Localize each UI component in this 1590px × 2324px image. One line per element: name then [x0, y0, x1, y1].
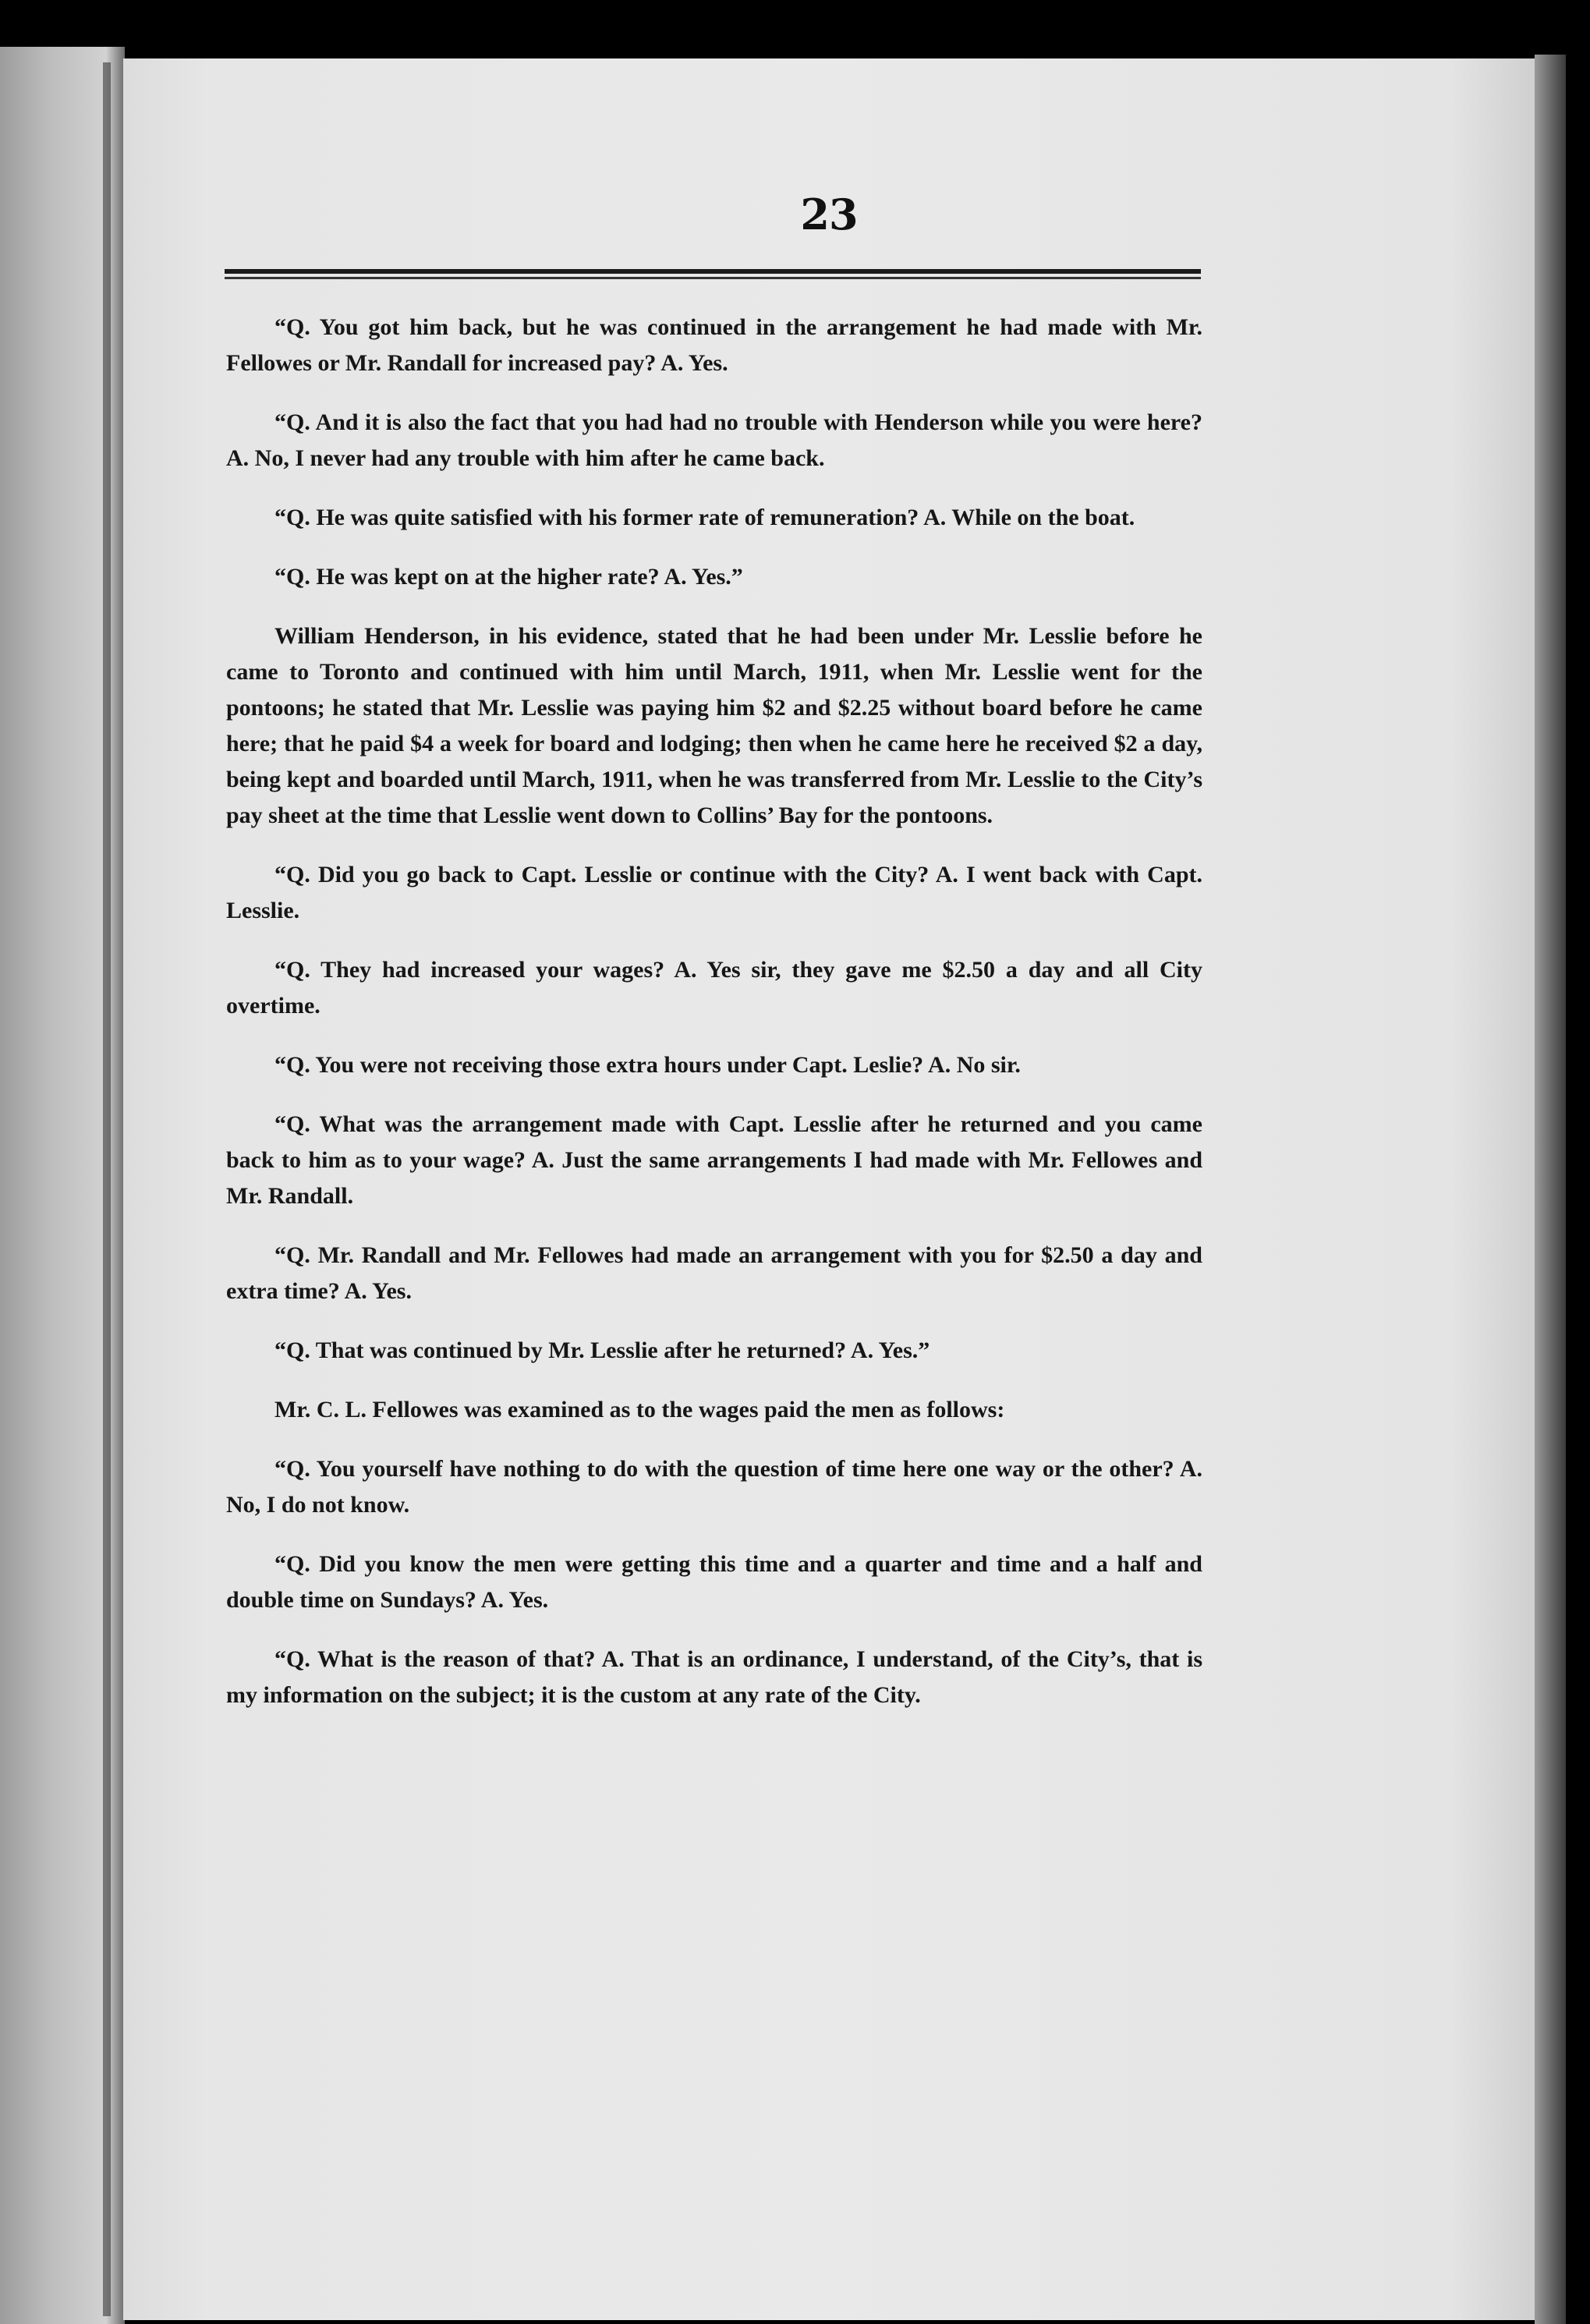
header-rule-thin: [225, 277, 1201, 279]
binding-shadow: [103, 62, 111, 2316]
paragraph: “Q. You yourself have nothing to do with the question of time here one way or the other? A. No, I do not know.: [226, 1456, 1202, 1518]
paragraph: “Q. What was the arrangement made with Capt. Lesslie after he returned and you came back to him as to your wage? A. Just the same arrangements I had made with Mr. Fellowes and Mr. Randall.: [226, 1111, 1202, 1209]
page-number: 23: [800, 190, 858, 239]
paragraph: “Q. Did you go back to Capt. Lesslie or continue with the City? A. I went back with Capt. Lesslie.: [226, 862, 1202, 923]
paragraph: “Q. He was kept on at the higher rate? A. Yes.”: [274, 564, 743, 590]
body-text: [226, 310, 1202, 1737]
paragraph: “Q. Mr. Randall and Mr. Fellowes had made an arrangement with you for $2.50 a day and extra time? A. Yes.: [226, 1242, 1202, 1304]
paragraph: “Q. You were not receiving those extra hours under Capt. Leslie? A. No sir.: [274, 1052, 1021, 1078]
document-page: [123, 58, 1535, 2320]
paragraph: “Q. What is the reason of that? A. That is an ordinance, I understand, of the City’s, that is my information on the subject; it is the custom at any rate of the City.: [226, 1646, 1202, 1708]
paragraph: Mr. C. L. Fellowes was examined as to the wages paid the men as follows:: [274, 1397, 1005, 1422]
paragraph: “Q. And it is also the fact that you had had no trouble with Henderson while you were here? A. No, I never had any trouble with him after he came back.: [226, 409, 1202, 471]
page-edge-shadow: [1535, 55, 1566, 2324]
paragraph: “Q. Did you know the men were getting this time and a quarter and time and a half and double time on Sundays? A. Yes.: [226, 1551, 1202, 1613]
paragraph: “Q. He was quite satisfied with his former rate of remuneration? A. While on the boat.: [274, 505, 1135, 530]
header-rule: [225, 269, 1201, 274]
paragraph: “Q. You got him back, but he was continued in the arrangement he had made with Mr. Fellowes or Mr. Randall for increased pay? A. Yes.: [226, 314, 1202, 376]
paragraph: William Henderson, in his evidence, stated that he had been under Mr. Lesslie before he came to Toronto and continued with him until March, 1911, when Mr. Lesslie went for the pontoons; he stated that Mr. Lesslie was paying him $2 and $2.25 without board before he came here; that he paid $4 a week for board and lodging; then when he came here he received $2 a day, being kept and boarded until March, 1911, when he was transferred from Mr. Lesslie to the City’s pay sheet at the time that Lesslie went down to Collins’ Bay for the pontoons.: [226, 623, 1202, 828]
paragraph: “Q. That was continued by Mr. Lesslie after he returned? A. Yes.”: [274, 1337, 930, 1363]
paragraph: “Q. They had increased your wages? A. Yes sir, they gave me $2.50 a day and all City overtime.: [226, 957, 1202, 1019]
